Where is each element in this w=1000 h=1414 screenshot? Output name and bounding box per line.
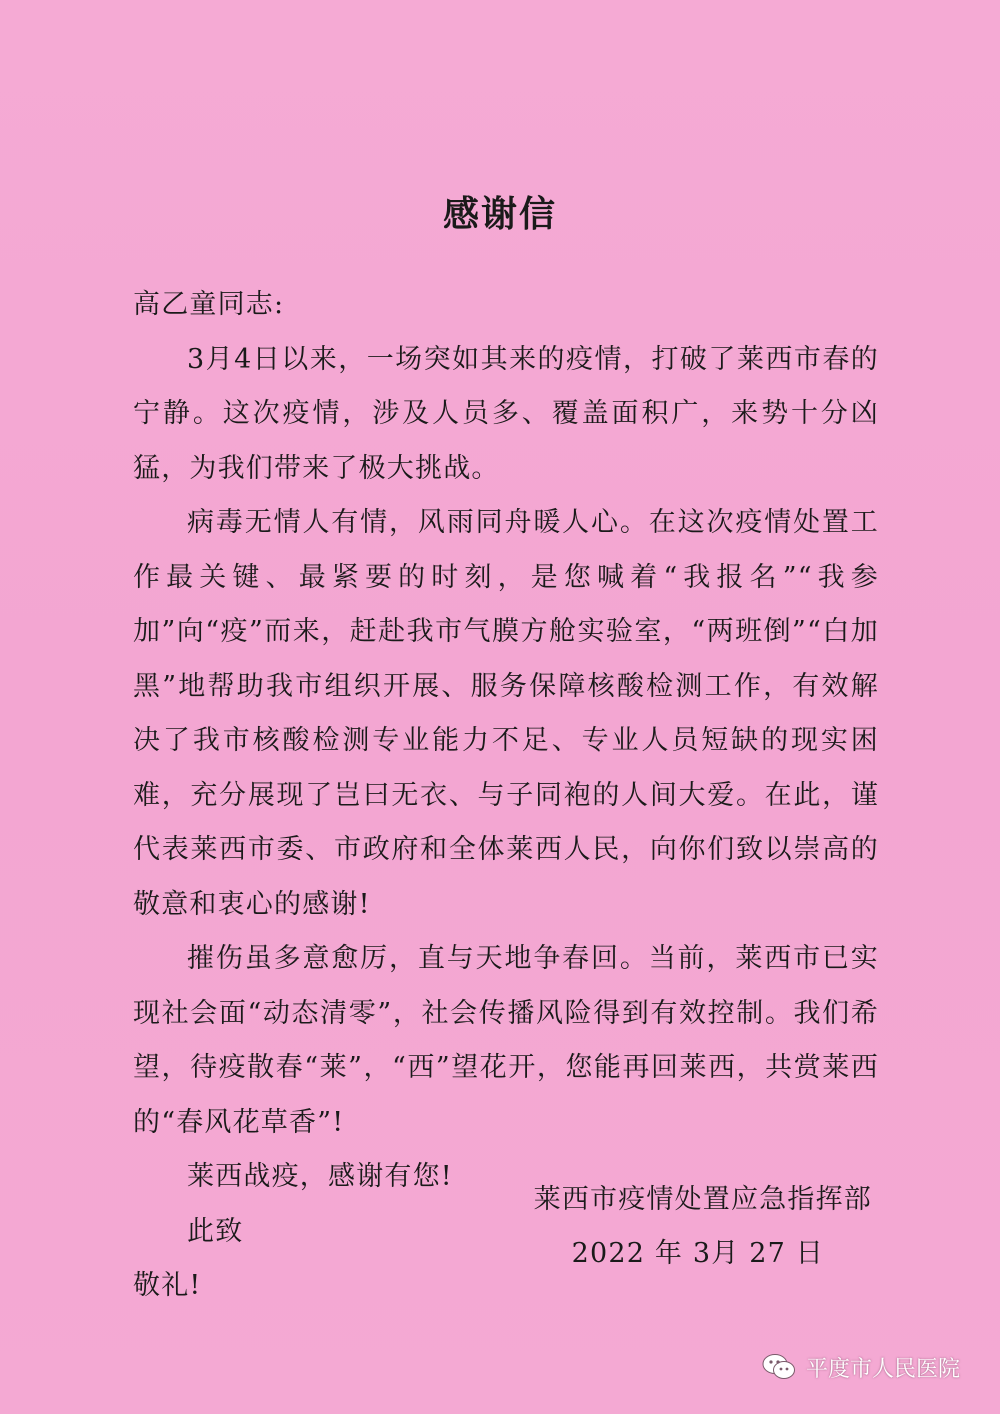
closing: 敬礼!	[133, 1270, 202, 1301]
wechat-icon	[762, 1353, 796, 1381]
salutation: 高乙童同志:	[133, 289, 285, 320]
paragraph-2: 病毒无情人有情，风雨同舟暖人心。在这次疫情处置工作最关键、最紧要的时刻，是您喊着“我报名”“我参加”向“疫”而来，赶赴我市气膜方舱实验室，“两班倒”“白加黑”地帮助我市组织开展、服务保障核酸检测工作，有效解决了我市核酸检测专业能力不足、专业人员短缺的现实困难，充分展现了岂曰无衣、与子同袍的人间大爱。在此，谨代表莱西市委、市政府和全体莱西人民，向你们致以崇高的敬意和衷心的感谢!	[133, 507, 879, 920]
signature-org: 莱西市疫情处置应急指挥部	[533, 1184, 872, 1215]
paragraph-5: 此致	[187, 1215, 244, 1247]
watermark-text: 平度市人民医院	[806, 1356, 961, 1382]
paragraph-3: 摧伤虽多意愈厉，直与天地争春回。当前，莱西市已实现社会面“动态清零”，社会传播风险得到有效控制。我们希望，待疫散春“莱”，“西”望花开，您能再回莱西，共赏莱西的“春风花草香”!	[133, 943, 879, 1138]
paragraph-4: 莱西战疫，感谢有您!	[187, 1161, 453, 1192]
signature-block	[534, 1173, 872, 1281]
paragraph-1: 3月4日以来，一场突如其来的疫情，打破了莱西市春的宁静。这次疫情，涉及人员多、覆盖面积广，来势十分凶猛，为我们带来了极大挑战。	[133, 343, 879, 484]
letter-title: 感谢信	[442, 194, 557, 235]
letter-body	[133, 278, 879, 1314]
watermark	[762, 1347, 960, 1387]
signature-date: 2022 年 3月 27 日	[571, 1238, 824, 1269]
